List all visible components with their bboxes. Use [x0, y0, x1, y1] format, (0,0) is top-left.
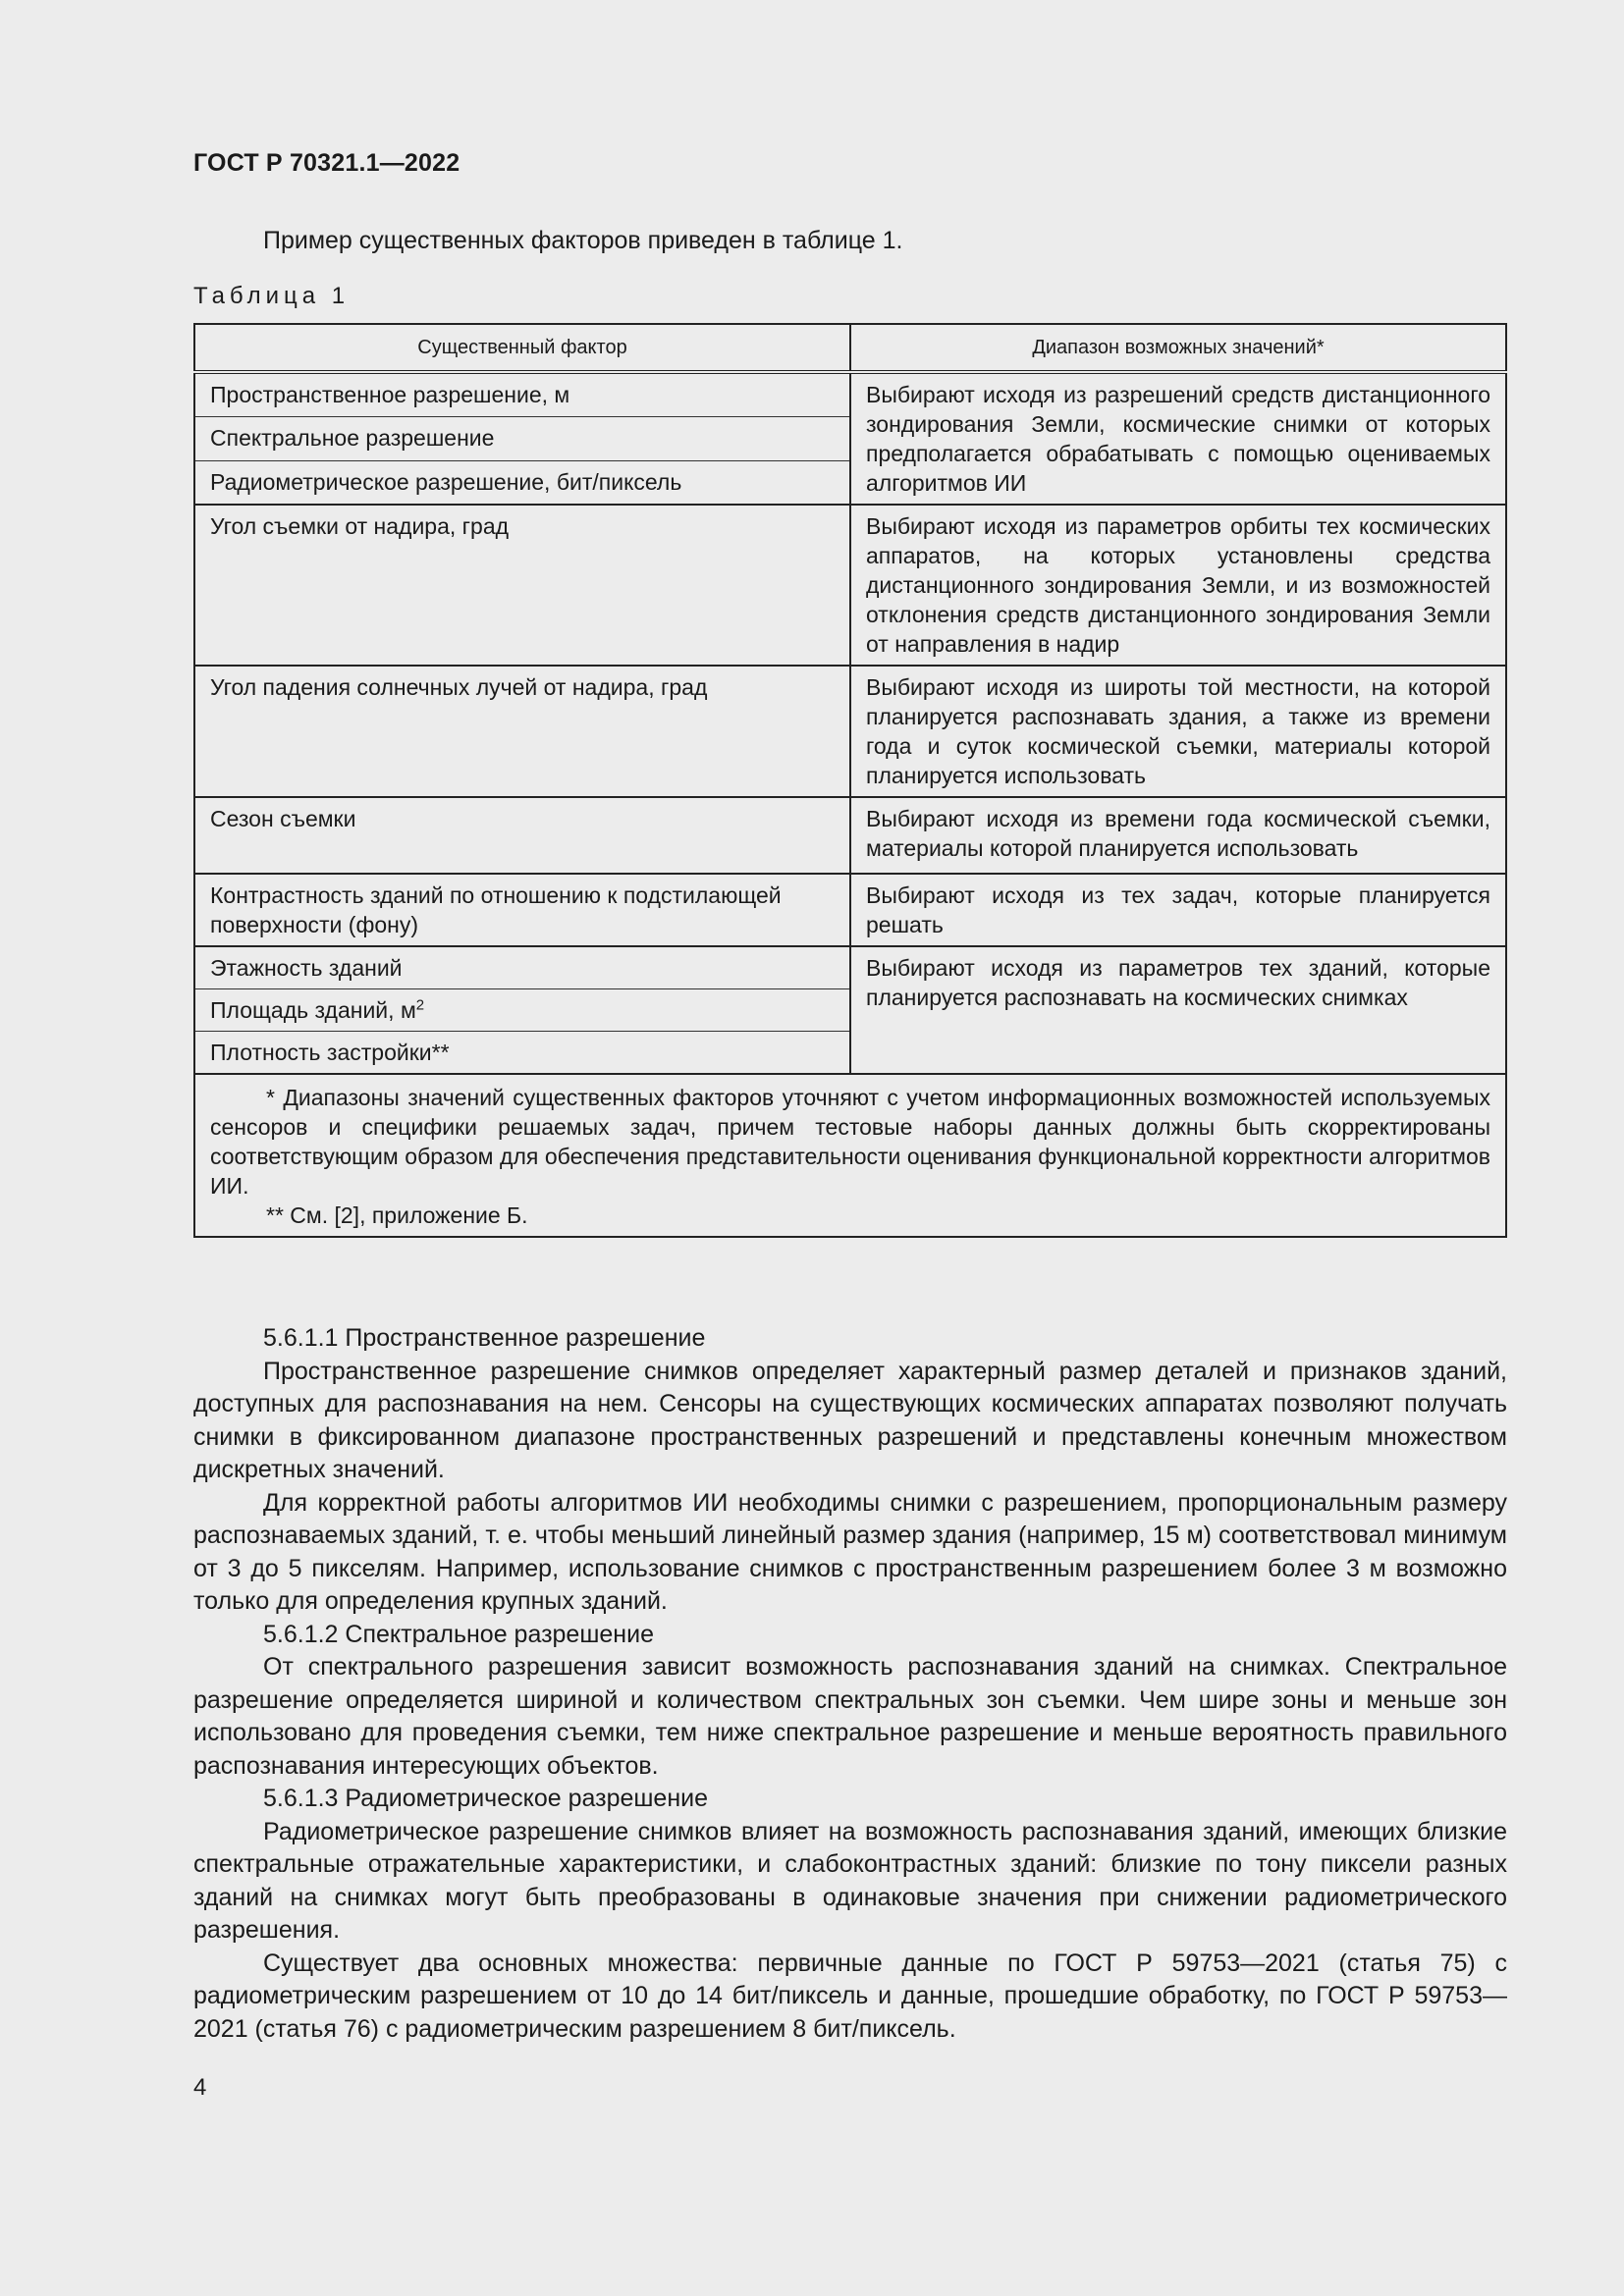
range-cell: Выбирают исходя из параметров орбиты тех космических аппаратов, на которых установлены средства дистанционного зондирования Земли, и из возможностей отклонения средств дистанционного зондирования Земли от направления в надир	[850, 505, 1506, 666]
section-heading: 5.6.1.2 Спектральное разрешение	[263, 1620, 654, 1648]
document-code: ГОСТ Р 70321.1—2022	[193, 149, 460, 177]
factor-cell: Сезон съемки	[194, 797, 850, 874]
paragraph: Для корректной работы алгоритмов ИИ необходимы снимки с разрешением, пропорциональным размеру распознаваемых зданий, т. е. чтобы меньший линейный размер здания (например, 15 м) соответствовал минимум от 3 до 5 пикселям. Например, использование снимков с пространственным разрешением более 3 м возможно только для определения крупных зданий.	[193, 1488, 1507, 1615]
superscript: 2	[415, 996, 425, 1014]
factor-cell: Радиометрическое разрешение, бит/пиксель	[194, 460, 850, 505]
table-row	[194, 666, 1506, 797]
table-row	[194, 874, 1506, 946]
table-row	[194, 797, 1506, 874]
table-row	[194, 505, 1506, 666]
paragraph: Пространственное разрешение снимков определяет характерный размер деталей и признаков зданий, доступных для распознавания на нем. Сенсоры на существующих космических аппаратах позволяют получать снимки в фиксированном диапазоне пространственных разрешений и представлены конечным множеством дискретных значений.	[193, 1357, 1507, 1483]
table-row	[194, 946, 1506, 989]
section-heading: 5.6.1.3 Радиометрическое разрешение	[263, 1785, 709, 1812]
table-row	[194, 372, 1506, 417]
factor-cell	[194, 989, 850, 1032]
intro-paragraph: Пример существенных факторов приведен в таблице 1.	[263, 227, 903, 254]
factor-cell: Этажность зданий	[194, 946, 850, 989]
factor-cell: Угол съемки от надира, град	[194, 505, 850, 666]
paragraph: От спектрального разрешения зависит возможность распознавания зданий на снимках. Спектральное разрешение определяется шириной и количеством спектральных зон съемки. Чем шире зоны и меньше зон использовано для проведения съемки, тем ниже спектральное разрешение и меньше вероятность правильного распознавания интересующих объектов.	[193, 1653, 1507, 1780]
table-note: ** См. [2], приложение Б.	[266, 1202, 528, 1228]
table-notes	[194, 1074, 1506, 1237]
factor-label: Площадь зданий, м	[210, 997, 416, 1023]
factor-cell: Контрастность зданий по отношению к подстилающей поверхности (фону)	[194, 874, 850, 946]
paragraph: Существует два основных множества: первичные данные по ГОСТ Р 59753—2021 (статья 75) с радиометрическим разрешением от 10 до 14 бит/пиксель и данные, прошедшие обработку, по ГОСТ Р 59753—2021 (статья 76) с радиометрическим разрешением 8 бит/пиксель.	[193, 1949, 1507, 2043]
range-cell: Выбирают исходя из параметров тех зданий, которые планируется распознавать на космических снимках	[850, 946, 1506, 1074]
factor-cell: Спектральное разрешение	[194, 417, 850, 460]
paragraph: Радиометрическое разрешение снимков влияет на возможность распознавания зданий, имеющих близкие спектральные отражательные характеристики, и слабоконтрастных зданий: близкие по тону пиксели разных зданий на снимках могут быть преобразованы в одинаковые значения при снижении радиометрического разрешения.	[193, 1817, 1507, 1944]
range-cell: Выбирают исходя из широты той местности, на которой планируется распознавать здания, а также из времени года и суток космической съемки, материалы которой планируется использовать	[850, 666, 1506, 797]
factors-table	[193, 323, 1507, 1238]
section-heading: 5.6.1.1 Пространственное разрешение	[263, 1324, 706, 1352]
factor-cell: Плотность застройки**	[194, 1032, 850, 1075]
factor-cell: Угол падения солнечных лучей от надира, град	[194, 666, 850, 797]
body-text	[193, 1322, 1507, 2046]
table-header-row	[194, 324, 1506, 372]
range-cell: Выбирают исходя из разрешений средств дистанционного зондирования Земли, космические снимки от которых предполагается обрабатывать с помощью оцениваемых алгоритмов ИИ	[850, 372, 1506, 505]
table-caption: Таблица 1	[193, 283, 351, 309]
range-cell: Выбирают исходя из времени года космической съемки, материалы которой планируется использовать	[850, 797, 1506, 874]
factor-cell: Пространственное разрешение, м	[194, 372, 850, 417]
table-note: * Диапазоны значений существенных факторов уточняют с учетом информационных возможностей используемых сенсоров и специфики решаемых задач, причем тестовые наборы данных должны быть скорректированы соответствующим образом для обеспечения представительности оценивания функциональной корректности алгоритмов ИИ.	[210, 1085, 1490, 1199]
column-header-factor: Существенный фактор	[194, 324, 850, 372]
range-cell: Выбирают исходя из тех задач, которые планируется решать	[850, 874, 1506, 946]
table-notes-row	[194, 1074, 1506, 1237]
page-number: 4	[193, 2074, 207, 2101]
column-header-range: Диапазон возможных значений*	[850, 324, 1506, 372]
